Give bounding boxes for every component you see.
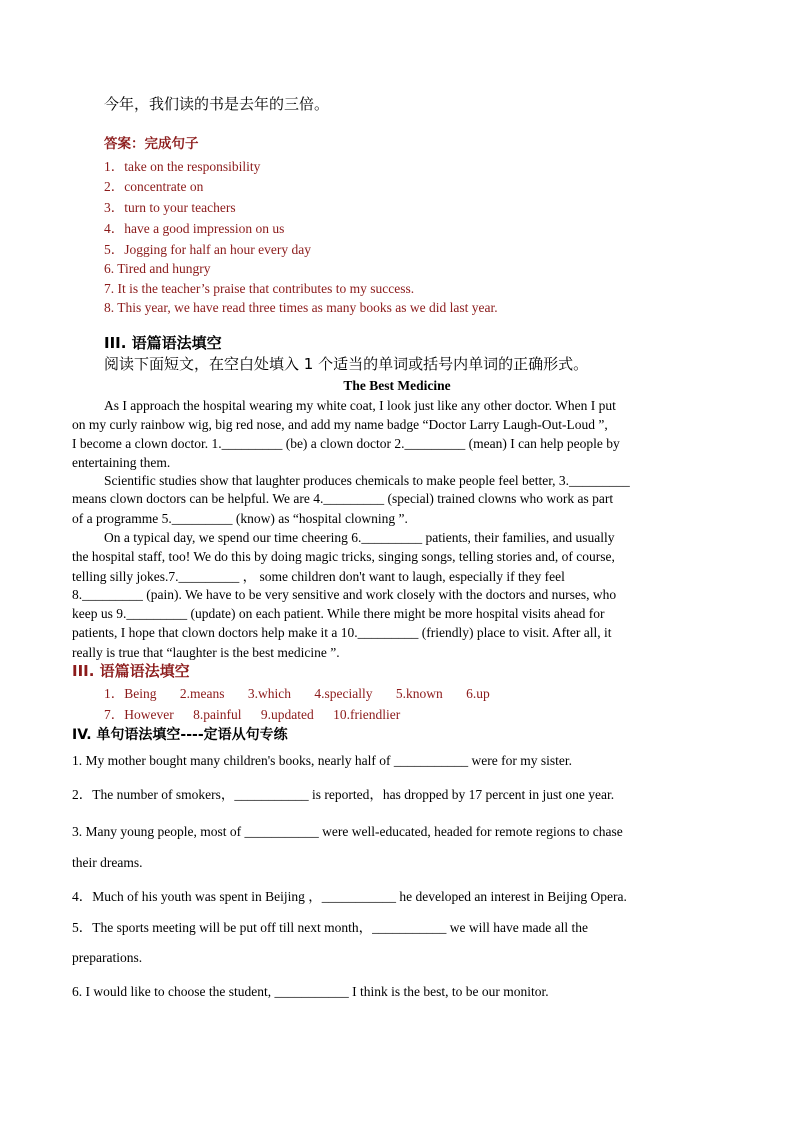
section-heading: III. 语篇语法填空 bbox=[104, 334, 222, 352]
answer-key: 8.painful bbox=[193, 707, 242, 722]
answer-item: 5．Jogging for half an hour every day bbox=[104, 242, 311, 257]
answer-item: 3．turn to your teachers bbox=[104, 200, 236, 215]
answer-key: 6.up bbox=[466, 686, 490, 701]
answers-title: 答案：完成句子 bbox=[104, 136, 199, 152]
passage-line: Scientific studies show that laughter produces chemicals to make people feel better, 3._________ bbox=[104, 473, 630, 488]
passage-line: of a programme 5._________ (know) as “hospital clowning ”. bbox=[72, 511, 408, 526]
passage-line: keep us 9._________ (update) on each patient. While there might be more hospital visits ahead for bbox=[72, 606, 605, 621]
section-instruction: 阅读下面短文，在空白处填入 1 个适当的单词或括号内单词的正确形式。 bbox=[104, 355, 589, 373]
answer-key: 1．Being bbox=[104, 686, 157, 701]
passage-line: 8._________ (pain). We have to be very sensitive and work closely with the doctors and nurses, who bbox=[72, 587, 617, 602]
passage-line: entertaining them. bbox=[72, 455, 171, 470]
section-heading: IV. 单句语法填空----定语从句专练 bbox=[72, 727, 288, 743]
answer-item: 1．take on the responsibility bbox=[104, 159, 261, 174]
answer-key: 10.friendlier bbox=[333, 707, 401, 722]
question: 2．The number of smokers，___________ is reported，has dropped by 17 percent in just one year. bbox=[72, 787, 615, 802]
answer-key: 4.specially bbox=[314, 686, 373, 701]
question-continuation: their dreams. bbox=[72, 855, 143, 870]
passage-line: the hospital staff, too! We do this by doing magic tricks, singing songs, telling stories and, of course, bbox=[72, 549, 615, 564]
intro-sentence: 今年，我们读的书是去年的三倍。 bbox=[104, 95, 330, 113]
question: 4．Much of his youth was spent in Beijing ，___________ he developed an interest in Beijing Opera. bbox=[72, 889, 627, 904]
question: 5．The sports meeting will be put off till next month，___________ we will have made all the bbox=[72, 920, 589, 935]
passage-line: really is true that “laughter is the best medicine ”. bbox=[72, 645, 340, 660]
answer-key: 5.known bbox=[395, 686, 443, 701]
answer-key: 9.updated bbox=[260, 707, 314, 722]
answers-heading: III. 语篇语法填空 bbox=[72, 662, 190, 680]
question-continuation: preparations. bbox=[72, 950, 143, 965]
answer-item: 2．concentrate on bbox=[104, 179, 204, 194]
passage-line: I become a clown doctor. 1._________ (be) a clown doctor 2._________ (mean) I can help people by bbox=[72, 436, 620, 451]
passage-title: The Best Medicine bbox=[343, 378, 451, 393]
answer-key: 7．However bbox=[104, 707, 174, 722]
passage-line: patients, I hope that clown doctors help make it a 10._________ (friendly) place to visit. After all, it bbox=[72, 625, 612, 640]
passage-line: As I approach the hospital wearing my white coat, I look just like any other doctor. When I put bbox=[104, 398, 616, 413]
answer-item: 4．have a good impression on us bbox=[104, 221, 285, 236]
answer-item: 6. Tired and hungry bbox=[104, 261, 211, 276]
passage-line: On a typical day, we spend our time cheering 6._________ patients, their families, and usually bbox=[104, 530, 615, 545]
answer-row bbox=[104, 684, 490, 703]
passage-line: means clown doctors can be helpful. We are 4._________ (special) trained clowns who work as part bbox=[72, 491, 614, 506]
question: 6. I would like to choose the student, ___________ I think is the best, to be our monitor. bbox=[72, 984, 549, 999]
answer-item: 8. This year, we have read three times as many books as we did last year. bbox=[104, 300, 498, 315]
passage-line: telling silly jokes.7._________ ， some children don't want to laugh, especially if they feel bbox=[72, 569, 565, 584]
question: 1. My mother bought many children's books, nearly half of ___________ were for my sister. bbox=[72, 753, 572, 768]
answer-row bbox=[104, 705, 400, 724]
answer-key: 3.which bbox=[247, 686, 291, 701]
question: 3. Many young people, most of ___________ were well-educated, headed for remote regions to chase bbox=[72, 824, 623, 839]
passage-line: on my curly rainbow wig, big red nose, and add my name badge “Doctor Larry Laugh-Out-Loud ”, bbox=[72, 417, 608, 432]
answer-item: 7. It is the teacher’s praise that contributes to my success. bbox=[104, 281, 415, 296]
answer-key: 2.means bbox=[179, 686, 225, 701]
